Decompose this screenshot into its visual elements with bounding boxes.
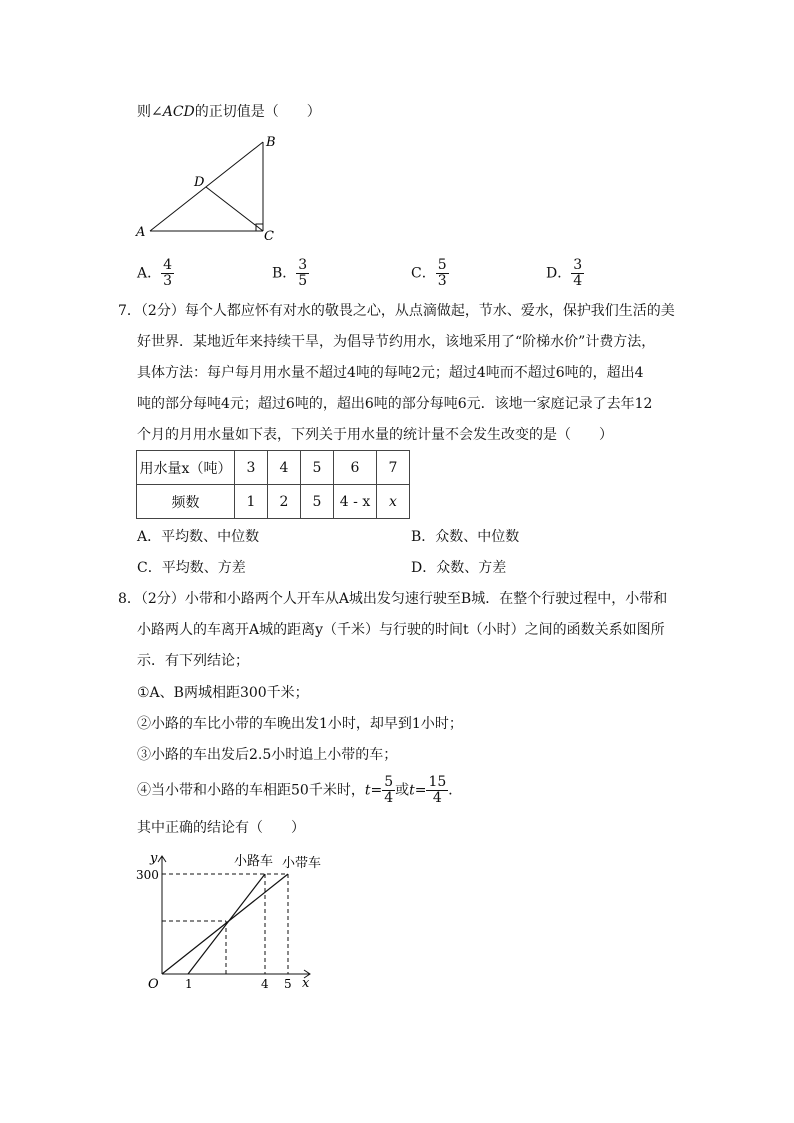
table-cell: 1 [235,485,268,519]
q7-option-d[interactable]: D．众数、方差 [411,560,507,576]
table-cell: 5 [301,485,334,519]
label-xiaodai-car: 小带车 [282,856,322,871]
label-c: C [264,229,274,244]
table-row [137,451,410,485]
q8-conclusion-1: ①A、B两城相距300千米； [137,685,309,701]
y-axis-label: y [150,851,158,866]
q6-stem: 则∠ACD的正切值是（ ） [137,104,321,120]
q8-line-1: 8．（2分）小带和小路两个人开车从A城出发匀速行驶至B城．在整个行驶过程中，小带和 [118,591,668,607]
table-cell: x [377,485,410,519]
q6-triangle-figure [130,128,290,248]
label-xiaolu-car: 小路车 [234,854,274,869]
table-header-cell: 用水量x（吨） [137,451,235,485]
table-header-cell: 频数 [137,485,235,519]
q8-distance-time-graph [130,848,330,998]
q8-conclusion-3: ③小路的车出发后2.5小时追上小带的车； [137,747,398,763]
x-tick-5: 5 [284,977,292,991]
q6-option-d[interactable]: D． $\frac{3}{4}$ [546,257,583,289]
x-axis-label: x [302,976,310,991]
table-cell: 4 - x [334,485,377,519]
table-cell: 3 [235,451,268,485]
q7-line-4: 吨的部分每吨4元；超过6吨的，超出6吨的部分每吨6元．该地一家庭记录了去年12 [137,396,653,412]
line-xiaodai [162,874,288,974]
q7-line-3: 具体方法：每户每月用水量不超过4吨的每吨2元；超过4吨而不超过6吨的，超出4 [137,365,644,381]
table-cell: 5 [301,451,334,485]
q8-question: 其中正确的结论有（ ） [137,820,305,836]
q8-line-3: 示．有下列结论； [137,653,249,669]
q8-conclusion-2: ②小路的车比小带的车晚出发1小时，却早到1小时； [137,716,463,732]
label-a: A [136,225,146,240]
label-d: D [194,175,205,190]
q7-line-5: 个月的月用水量如下表，下列关于用水量的统计量不会发生改变的是（ ） [137,427,613,443]
q6-option-b[interactable]: B． $\frac{3}{5}$ [272,257,308,289]
q7-option-b[interactable]: B．众数、中位数 [411,529,520,545]
y-tick-300: 300 [136,868,159,882]
table-cell: 7 [377,451,410,485]
table-cell: 2 [268,485,301,519]
q7-option-c[interactable]: C．平均数、方差 [137,560,246,576]
x-tick-1: 1 [185,977,193,991]
x-tick-4: 4 [261,977,269,991]
label-b: B [266,135,276,150]
q8-conclusion-4: ④当小带和小路的车相距50千米时，t= $\frac{5}{4}$ 或t= $\frac{15}{4}$ ． [137,774,463,806]
q7-option-a[interactable]: A．平均数、中位数 [137,529,260,545]
table-cell: 4 [268,451,301,485]
q6-option-a[interactable]: A． $\frac{4}{3}$ [137,257,173,289]
q8-line-2: 小路两人的车离开A城的距离y（千米）与行驶的时间t（小时）之间的函数关系如图所 [137,622,665,638]
table-cell: 6 [334,451,377,485]
q6-option-c[interactable]: C． $\frac{5}{3}$ [411,257,447,289]
q7-line-1: 7．（2分）每个人都应怀有对水的敬畏之心，从点滴做起，节水、爱水，保护我们生活的美 [118,303,675,319]
table-row [137,485,410,519]
origin-label: O [148,977,159,992]
q7-table [136,450,410,519]
q7-line-2: 好世界．某地近年来持续干旱，为倡导节约用水，该地采用了“阶梯水价”计费方法， [137,334,656,350]
